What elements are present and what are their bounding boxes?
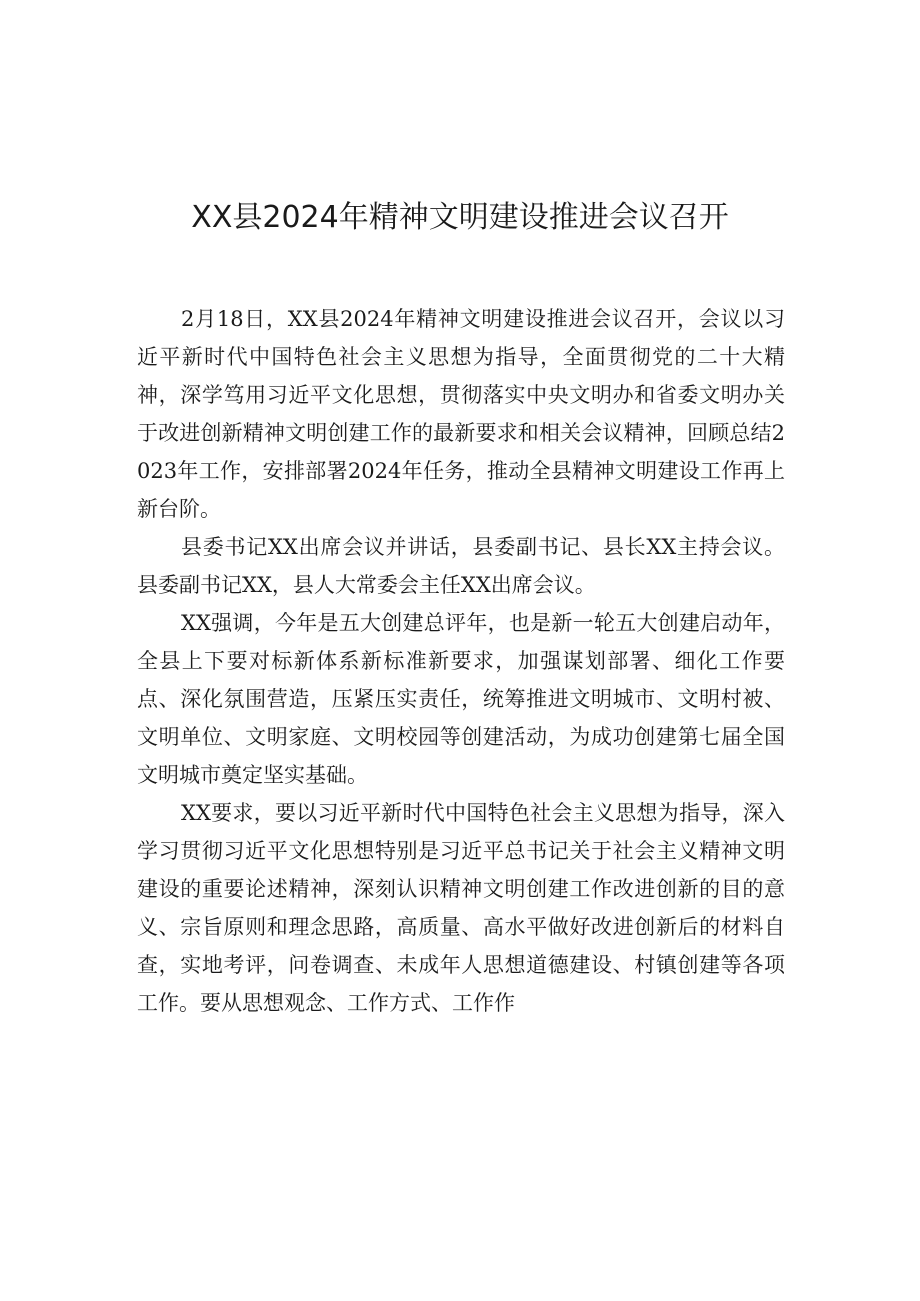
paragraph-1: 2月18日，XX县2024年精神文明建设推进会议召开，会议以习近平新时代中国特色社会主义思想为指导，全面贯彻党的二十大精神，深学笃用习近平文化思想，贯彻落实中央文明办和省委文明办关于改进创新精神文明创建工作的最新要求和相关会议精神，回顾总结2023年工作，安排部署2024年任务，推动全县精神文明建设工作再上新台阶。 (137, 307, 785, 521)
paragraph-4: XX要求，要以习近平新时代中国特色社会主义思想为指导，深入学习贯彻习近平文化思想特别是习近平总书记关于社会主义精神文明建设的重要论述精神，深刻认识精神文明创建工作改进创新的目的意义、宗旨原则和理念思路，高质量、高水平做好改进创新后的材料自查，实地考评，问卷调查、未成年人思想道德建设、村镇创建等各项工作。要从思想观念、工作方式、工作作 (137, 801, 785, 1015)
paragraph-2: 县委书记XX出席会议并讲话，县委副书记、县长XX主持会议。县委副书记XX，县人大常委会主任XX出席会议。 (137, 535, 785, 597)
paragraph-3: XX强调，今年是五大创建总评年，也是新一轮五大创建启动年，全县上下要对标新体系新标准新要求，加强谋划部署、细化工作要点、深化氛围营造，压紧压实责任，统筹推进文明城市、文明村被、文明单位、文明家庭、文明校园等创建活动，为成功创建第七届全国文明城市奠定坚实基础。 (137, 611, 785, 787)
document-title: XX县2024年精神文明建设推进会议召开 (191, 200, 729, 235)
document-body (137, 300, 785, 1022)
